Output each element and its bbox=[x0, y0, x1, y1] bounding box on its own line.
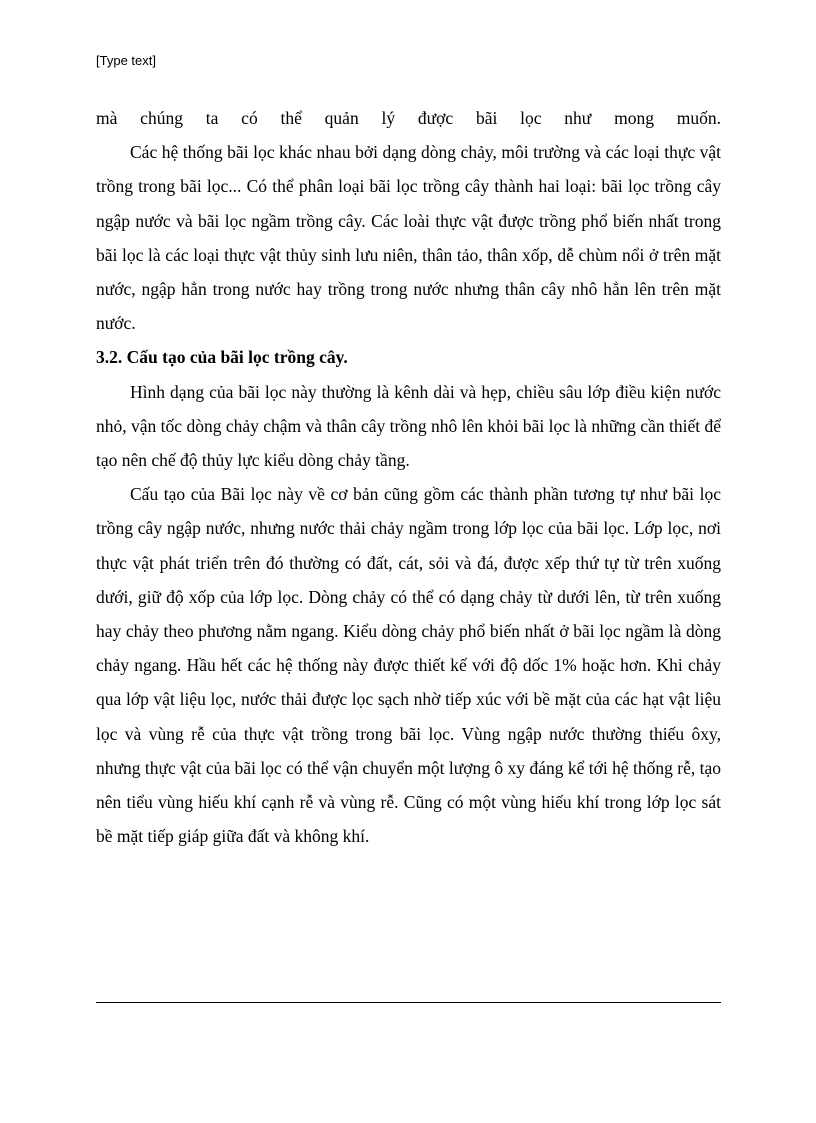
paragraph-continuation: mà chúng ta có thể quản lý được bãi lọc như mong muốn. bbox=[96, 108, 721, 128]
paragraph-shape: Hình dạng của bãi lọc này thường là kênh dài và hẹp, chiều sâu lớp điều kiện nước nhỏ, vận tốc dòng chảy chậm và thân cây trồng nhô lên khỏi bãi lọc là những cần thiết để tạo nên chế độ thủy lực kiểu dòng chảy tầng. bbox=[96, 381, 721, 471]
section-heading: 3.2. Cấu tạo của bãi lọc trồng cây. bbox=[96, 347, 348, 368]
footer-divider bbox=[96, 1002, 721, 1003]
paragraph-structure: Cấu tạo của Bãi lọc này về cơ bản cũng gồm các thành phần tương tự như bãi lọc trồng cây ngập nước, nhưng nước thải chảy ngầm trong lớp lọc của bãi lọc. Lớp lọc, nơi thực vật phát triển trên đó thường có đất, cát, sỏi và đá, được xếp thứ tự từ trên xuống dưới, giữ độ xốp của lớp lọc. Dòng chảy có thể có dạng chảy từ dưới lên, từ trên xuống hay chảy theo phương nằm ngang. Kiểu dòng chảy phổ biến nhất ở bãi lọc ngầm là dòng chảy ngang. Hầu hết các hệ thống này được thiết kế với độ dốc 1% hoặc hơn. Khi chảy qua lớp vật liệu lọc, nước thải được lọc sạch nhờ tiếp xúc với bề mặt của các hạt vật liệu lọc và vùng rễ của thực vật trồng trong bãi lọc. Vùng ngập nước thường thiếu ôxy, nhưng thực vật của bãi lọc có thể vận chuyển một lượng ô xy đáng kể tới hệ thống rễ, tạo nên tiểu vùng hiếu khí cạnh rễ và vùng rễ. Cũng có một vùng hiếu khí trong lớp lọc sát bề mặt tiếp giáp giữa đất và không khí. bbox=[96, 484, 721, 847]
document-body bbox=[96, 101, 721, 853]
page-header: [Type text] bbox=[96, 53, 156, 68]
paragraph-wetland-types: Các hệ thống bãi lọc khác nhau bởi dạng dòng chảy, môi trường và các loại thực vật trồng trong bãi lọc... Có thể phân loại bãi lọc trồng cây thành hai loại: bãi lọc trồng cây ngập nước và bãi lọc ngầm trồng cây. Các loài thực vật được trồng phổ biến nhất trong bãi lọc là các loại thực vật thủy sinh lưu niên, thân tảo, thân xốp, dễ chùm nổi ở trên mặt nước, ngập hẳn trong nước hay trồng trong nước nhưng thân cây nhô hẳn lên trên mặt nước. bbox=[96, 142, 721, 334]
